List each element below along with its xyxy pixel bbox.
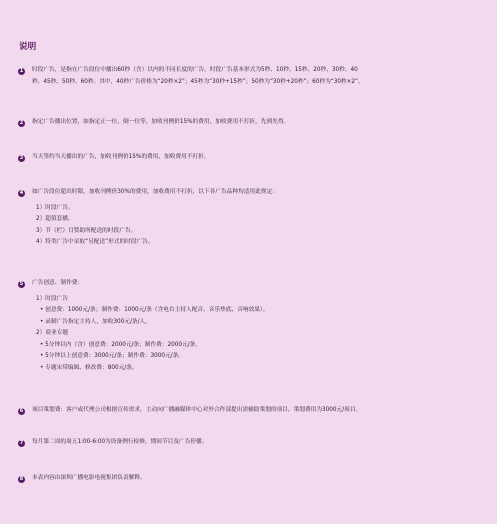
number-badge: 7 [19,440,24,446]
number-badge: 6 [19,408,24,414]
page-title: 说明 [19,42,37,52]
note-item-3 [18,152,486,164]
note-item-2 [18,117,486,129]
note-text: 广告创意、制作费： [32,280,84,286]
number-badge: 3 [19,155,24,161]
sub-item: 2）超值套播。 [36,216,74,222]
number-badge: 2 [19,120,24,126]
note-item-4 [18,187,486,249]
note-text: 如广告段位超出时限，加收刊例价30%的费用，加收费用不打折，以下各广告品种均适用此规定： [32,189,278,195]
sub-item: 1）时段广告 [36,295,69,302]
bullet-item: • 专题宋带编辑、修改费：800元/条。 [40,363,486,375]
sub-item: 2）商业专题 [36,330,69,336]
number-badge: 4 [19,190,24,196]
note-text: 指定广告播出位置，如指定正一位、倒一位等，加收刊例价15%的费用，加收费用不打折，先到先得。 [32,119,290,125]
note-text: 项目策划费：客户或代理公司根据宣传需求，主动向广播融媒体中心对外合作部提出需辅助策划的项目，策划费用为3000元/项目。 [32,407,362,413]
sub-item: 1）时段广告。 [36,204,74,211]
note-text: 时段广告，是指在广告段位中播出60秒（含）以内的不同长度的广告。时段广告基本形式为5秒、10秒、15秒、20秒、30秒、40 [32,67,358,73]
sub-item: 3）节（栏）目赞助所配送的时段广告。 [36,227,137,234]
bullet-item: • 录制广告指定主持人，加收300元/条/人。 [40,317,486,329]
sub-item: 4）特类广告中采取“另配送”形式的时段广告。 [36,239,154,245]
note-item-7 [18,437,486,449]
bullet-item: • 5分钟以上创意费：3000元/条；制作费：3000元/条。 [40,351,486,363]
note-item-8 [18,473,486,485]
number-badge: 5 [19,281,24,287]
note-text: 当天签约当天播出的广告，加收刊例价15%的费用，加收费用不打折。 [32,154,210,160]
number-badge: 8 [19,476,24,482]
number-badge: 1 [19,68,24,74]
note-item-1 [18,65,486,88]
bullet-item: • 5分钟以内（含）创意费：2000元/条；制作费：2000元/条。 [40,340,486,352]
note-text: 每月第二周的周五1:00-6:00为设备例行检修，期间节目及广告停播。 [32,439,208,445]
note-text: 本表内容由深圳广播电影电视集团负责解释。 [32,475,146,481]
note-item-6 [18,405,486,417]
note-text: 秒、45秒、50秒、60秒。其中，40秒广告价格为“20秒×2”；45秒为“30秒+15秒”；50秒为“30秒+20秒”；60秒为“30秒×2”。 [32,78,364,85]
bullet-item: • 创意费：1000元/条；制作费：1000元/条（含电台主持人配音、音乐垫底、音响效果）。 [40,305,486,317]
note-item-5 [18,278,486,374]
